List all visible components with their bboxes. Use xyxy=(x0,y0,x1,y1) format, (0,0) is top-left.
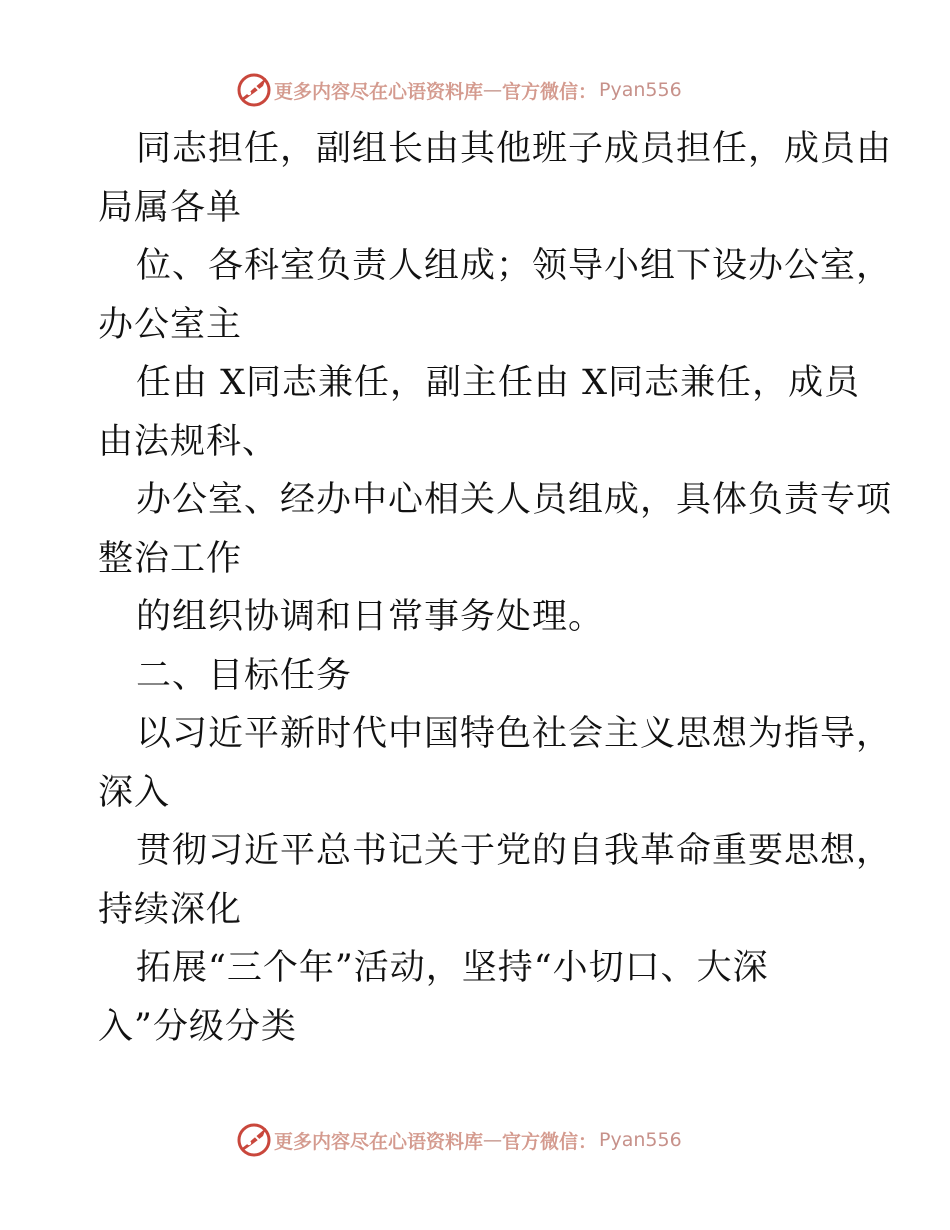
text-line: 办公室主 xyxy=(98,304,243,345)
text-line: 拓展“三个年”活动，坚持“小切口、大深 xyxy=(136,948,769,988)
watermark-suffix: 官方微信： xyxy=(502,1130,598,1153)
text-line: 局属各单 xyxy=(98,187,243,228)
watermark-text: 更多内容尽在心语资料库 xyxy=(274,1130,484,1153)
text-line: 由法规科、 xyxy=(98,421,279,462)
text-line: 的组织协调和日常事务处理。 xyxy=(136,597,605,637)
watermark-wechat-id: Pyan556 xyxy=(599,1129,682,1151)
watermark-separator: — xyxy=(483,1129,503,1151)
text-line: 任由 X同志兼任，副主任由 X同志兼任，成员 xyxy=(136,363,861,403)
text-line: 位、各科室负责人组成；领导小组下设办公室， xyxy=(136,246,893,286)
text-line: 二、目标任务 xyxy=(136,655,353,696)
text-line: 以习近平新时代中国特色社会主义思想为指导， xyxy=(136,714,893,754)
footer-watermark xyxy=(236,1122,682,1158)
watermark-suffix: 官方微信： xyxy=(502,80,598,103)
text-line: 入”分级分类 xyxy=(98,1006,297,1047)
pen-logo-icon xyxy=(236,72,272,108)
text-line: 整治工作 xyxy=(98,538,243,579)
text-line: 办公室、经办中心相关人员组成，具体负责专项 xyxy=(136,480,893,520)
text-line: 持续深化 xyxy=(98,889,243,930)
watermark-separator: — xyxy=(483,79,503,101)
text-line: 同志担任，副组长由其他班子成员担任，成员由 xyxy=(136,129,893,169)
text-line: 深入 xyxy=(98,772,171,813)
watermark-text: 更多内容尽在心语资料库 xyxy=(274,80,484,103)
header-watermark xyxy=(236,72,682,108)
document-body xyxy=(98,120,893,1056)
pen-logo-icon xyxy=(236,1122,272,1158)
text-line: 贯彻习近平总书记关于党的自我革命重要思想， xyxy=(136,831,893,871)
watermark-wechat-id: Pyan556 xyxy=(599,79,682,101)
